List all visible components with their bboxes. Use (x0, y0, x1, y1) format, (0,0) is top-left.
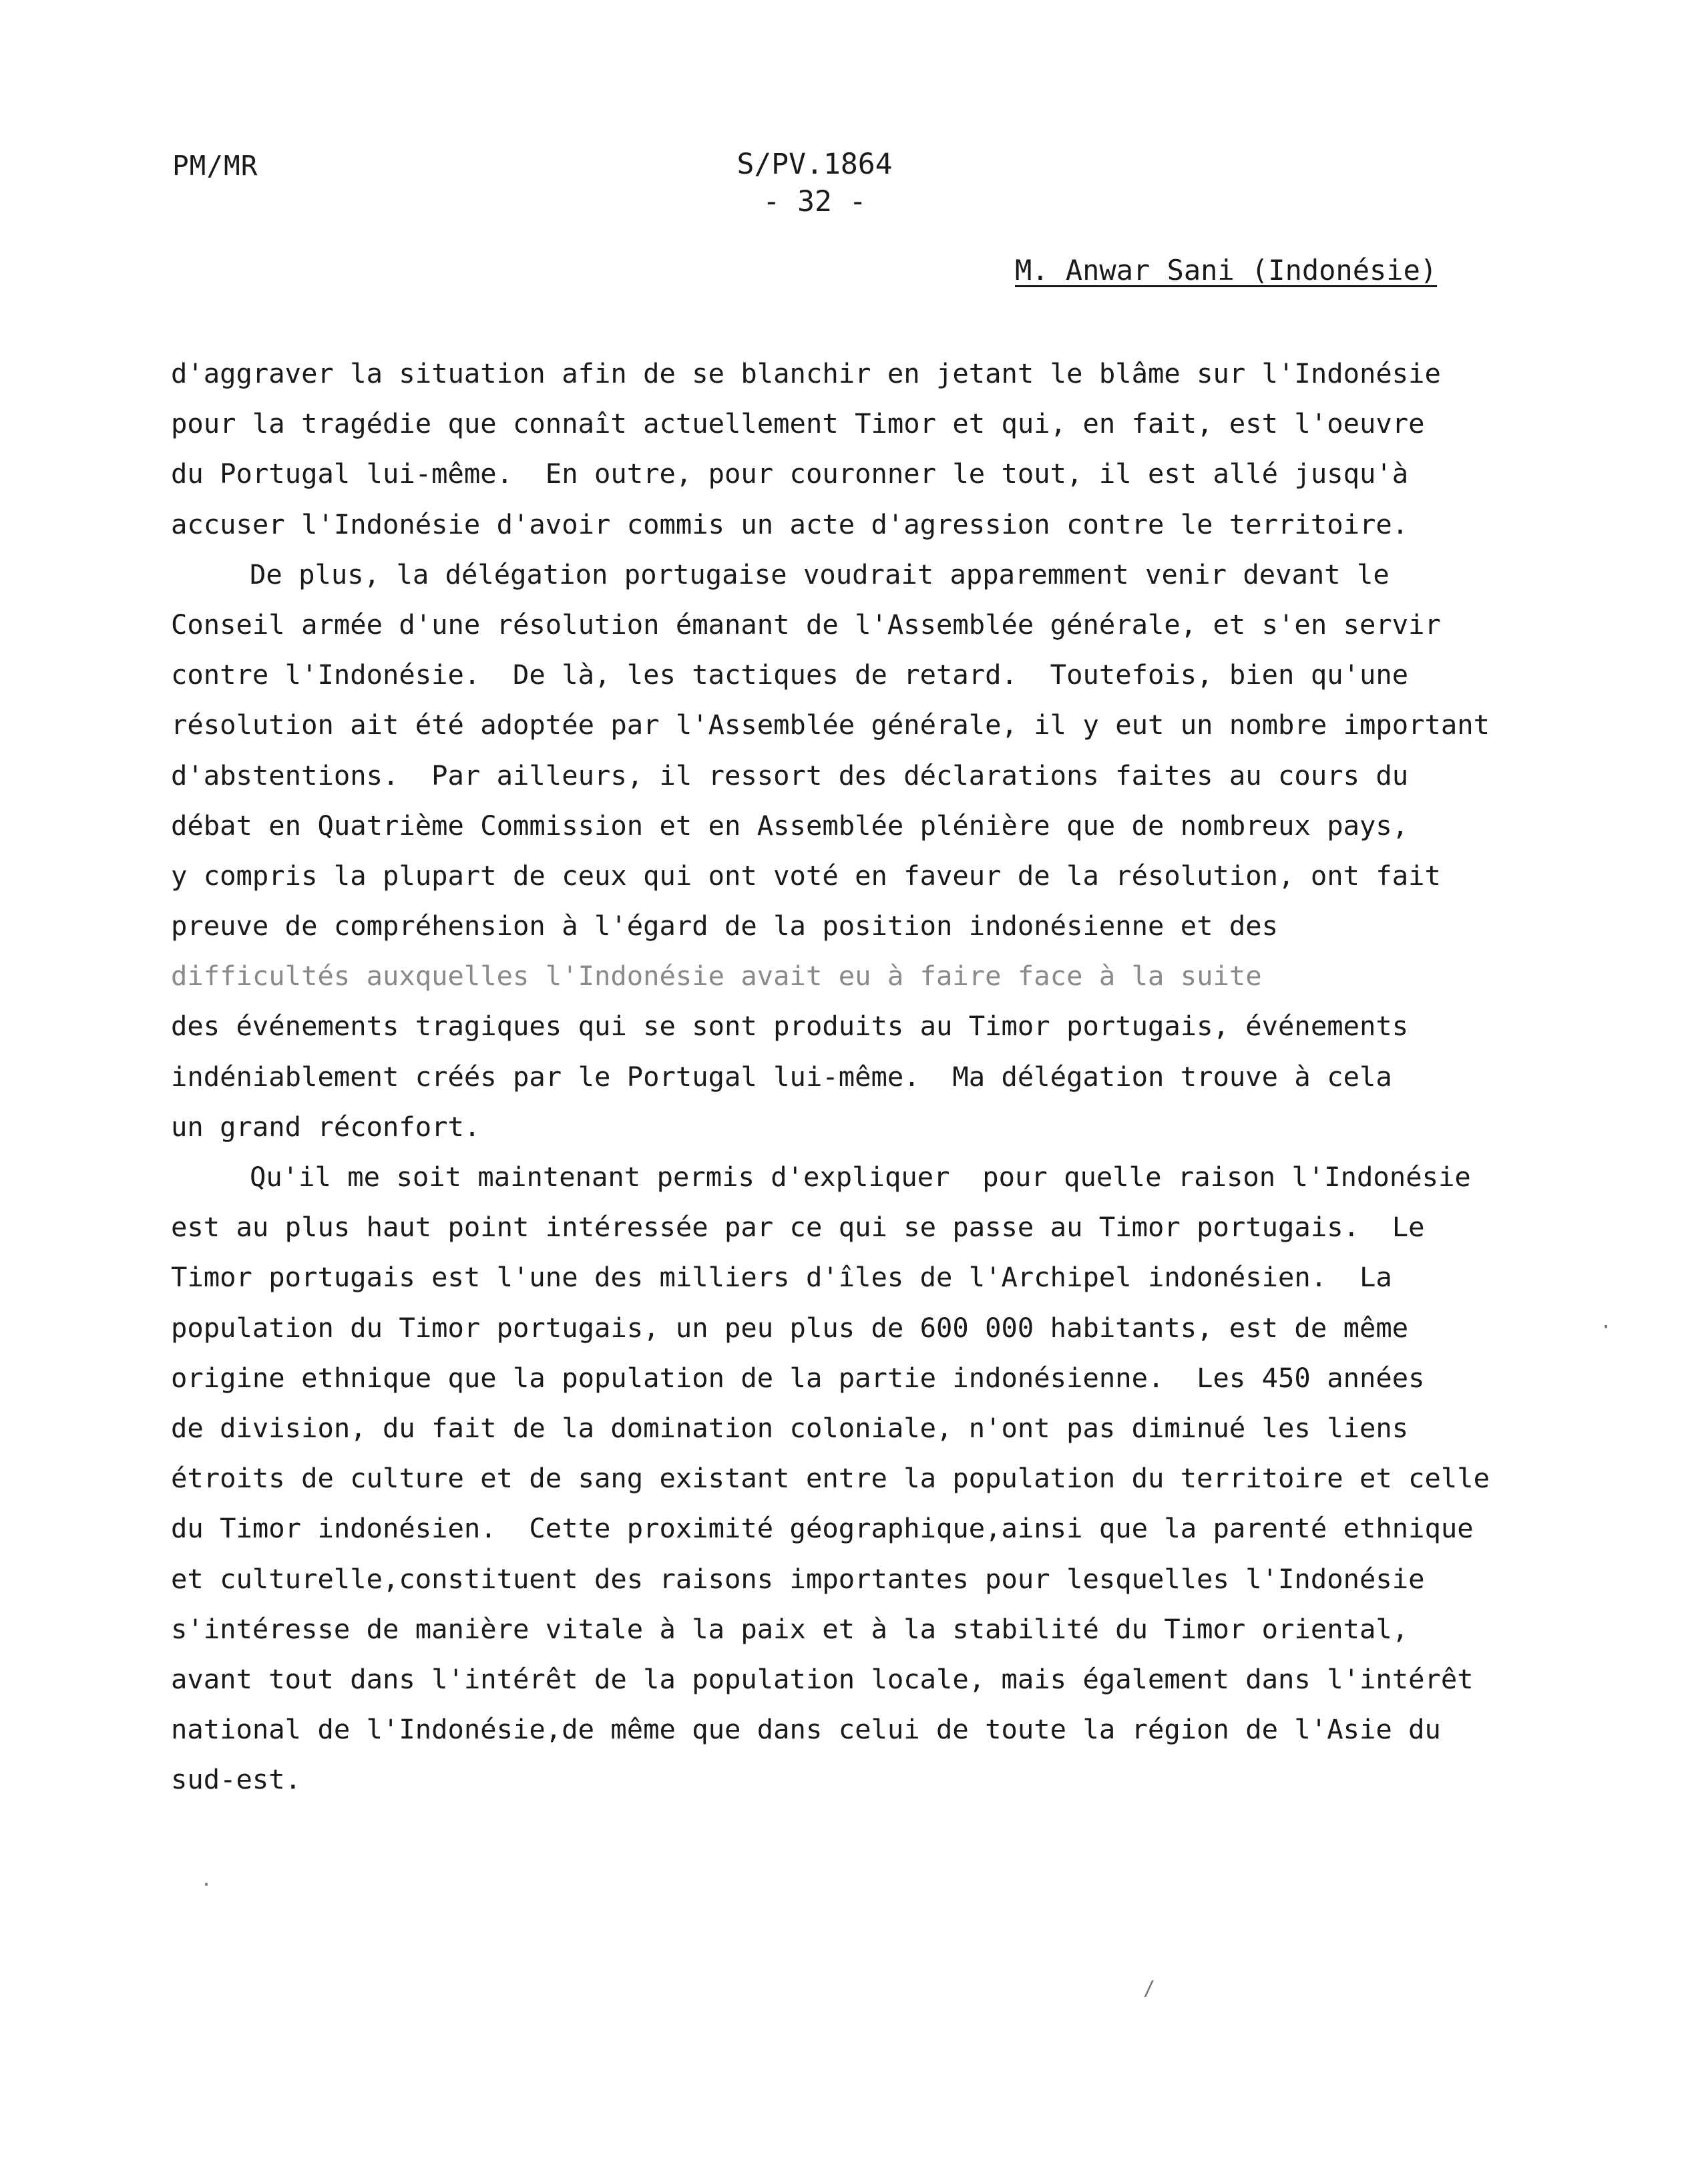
text-line: preuve de compréhension à l'égard de la position indonésienne et des (171, 910, 1279, 942)
text-line: et culturelle,constituent des raisons importantes pour lesquelles l'Indonésie (171, 1562, 1425, 1595)
text-line: contre l'Indonésie. De là, les tactiques de retard. Toutefois, bien qu'une (171, 659, 1409, 691)
scan-speck: · (1600, 1316, 1613, 1339)
text-line: d'aggraver la situation afin de se blanchir en jetant le blâme sur l'Indonésie (171, 357, 1441, 389)
text-line: débat en Quatrième Commission et en Assemblée plénière que de nombreux pays, (171, 809, 1409, 842)
text-line: sud-est. (171, 1763, 302, 1796)
text-line: un grand réconfort. (171, 1110, 481, 1143)
text-line-faded: difficultés auxquelles l'Indonésie avait eu à faire face à la suite (171, 960, 1262, 992)
text-line: accuser l'Indonésie d'avoir commis un acte d'agression contre le territoire. (171, 508, 1409, 540)
text-line: indéniablement créés par le Portugal lui-même. Ma délégation trouve à cela (171, 1060, 1392, 1093)
text-line: De plus, la délégation portugaise voudrait apparemment venir devant le (250, 558, 1390, 590)
text-line: y compris la plupart de ceux qui ont voté en faveur de la résolution, ont fait (171, 859, 1441, 892)
header-initials: PM/MR (172, 150, 258, 182)
text-line: des événements tragiques qui se sont produits au Timor portugais, événements (171, 1010, 1409, 1043)
page-number: - 32 - (763, 185, 867, 218)
text-line: s'intéresse de manière vitale à la paix et à la stabilité du Timor oriental, (171, 1612, 1409, 1645)
document-symbol: S/PV.1864 (736, 148, 893, 181)
text-line: population du Timor portugais, un peu plus de 600 000 habitants, est de même (171, 1311, 1409, 1344)
text-line: de division, du fait de la domination coloniale, n'ont pas diminué les liens (171, 1411, 1409, 1444)
text-line: Qu'il me soit maintenant permis d'expliquer pour quelle raison l'Indonésie (250, 1161, 1471, 1193)
text-line: du Portugal lui-même. En outre, pour couronner le tout, il est allé jusqu'à (171, 458, 1409, 490)
text-line: Conseil armée d'une résolution émanant de l'Assemblée générale, et s'en servir (171, 608, 1441, 641)
text-line: étroits de culture et de sang existant entre la population du territoire et celle (171, 1462, 1490, 1495)
body-text (171, 349, 1513, 1805)
speaker-name: M. Anwar Sani (Indonésie) (1015, 254, 1438, 287)
text-line: Timor portugais est l'une des milliers d'îles de l'Archipel indonésien. La (171, 1261, 1392, 1294)
text-line: est au plus haut point intéressée par ce qui se passe au Timor portugais. Le (171, 1211, 1425, 1244)
scan-mark: / (1143, 1977, 1156, 2000)
text-line: résolution ait été adoptée par l'Assemblée générale, il y eut un nombre important (171, 709, 1490, 741)
text-line: pour la tragédie que connaît actuellement Timor et qui, en fait, est l'oeuvre (171, 407, 1425, 440)
header-center (728, 146, 901, 220)
text-line: avant tout dans l'intérêt de la population locale, mais également dans l'intérêt (171, 1662, 1474, 1695)
text-line: national de l'Indonésie,de même que dans celui de toute la région de l'Asie du (171, 1713, 1441, 1746)
text-line: d'abstentions. Par ailleurs, il ressort des déclarations faites au cours du (171, 759, 1409, 791)
text-line: du Timor indonésien. Cette proximité géographique,ainsi que la parenté ethnique (171, 1512, 1474, 1545)
scan-speck: · (200, 1873, 213, 1897)
text-line: origine ethnique que la population de la partie indonésienne. Les 450 années (171, 1361, 1425, 1394)
